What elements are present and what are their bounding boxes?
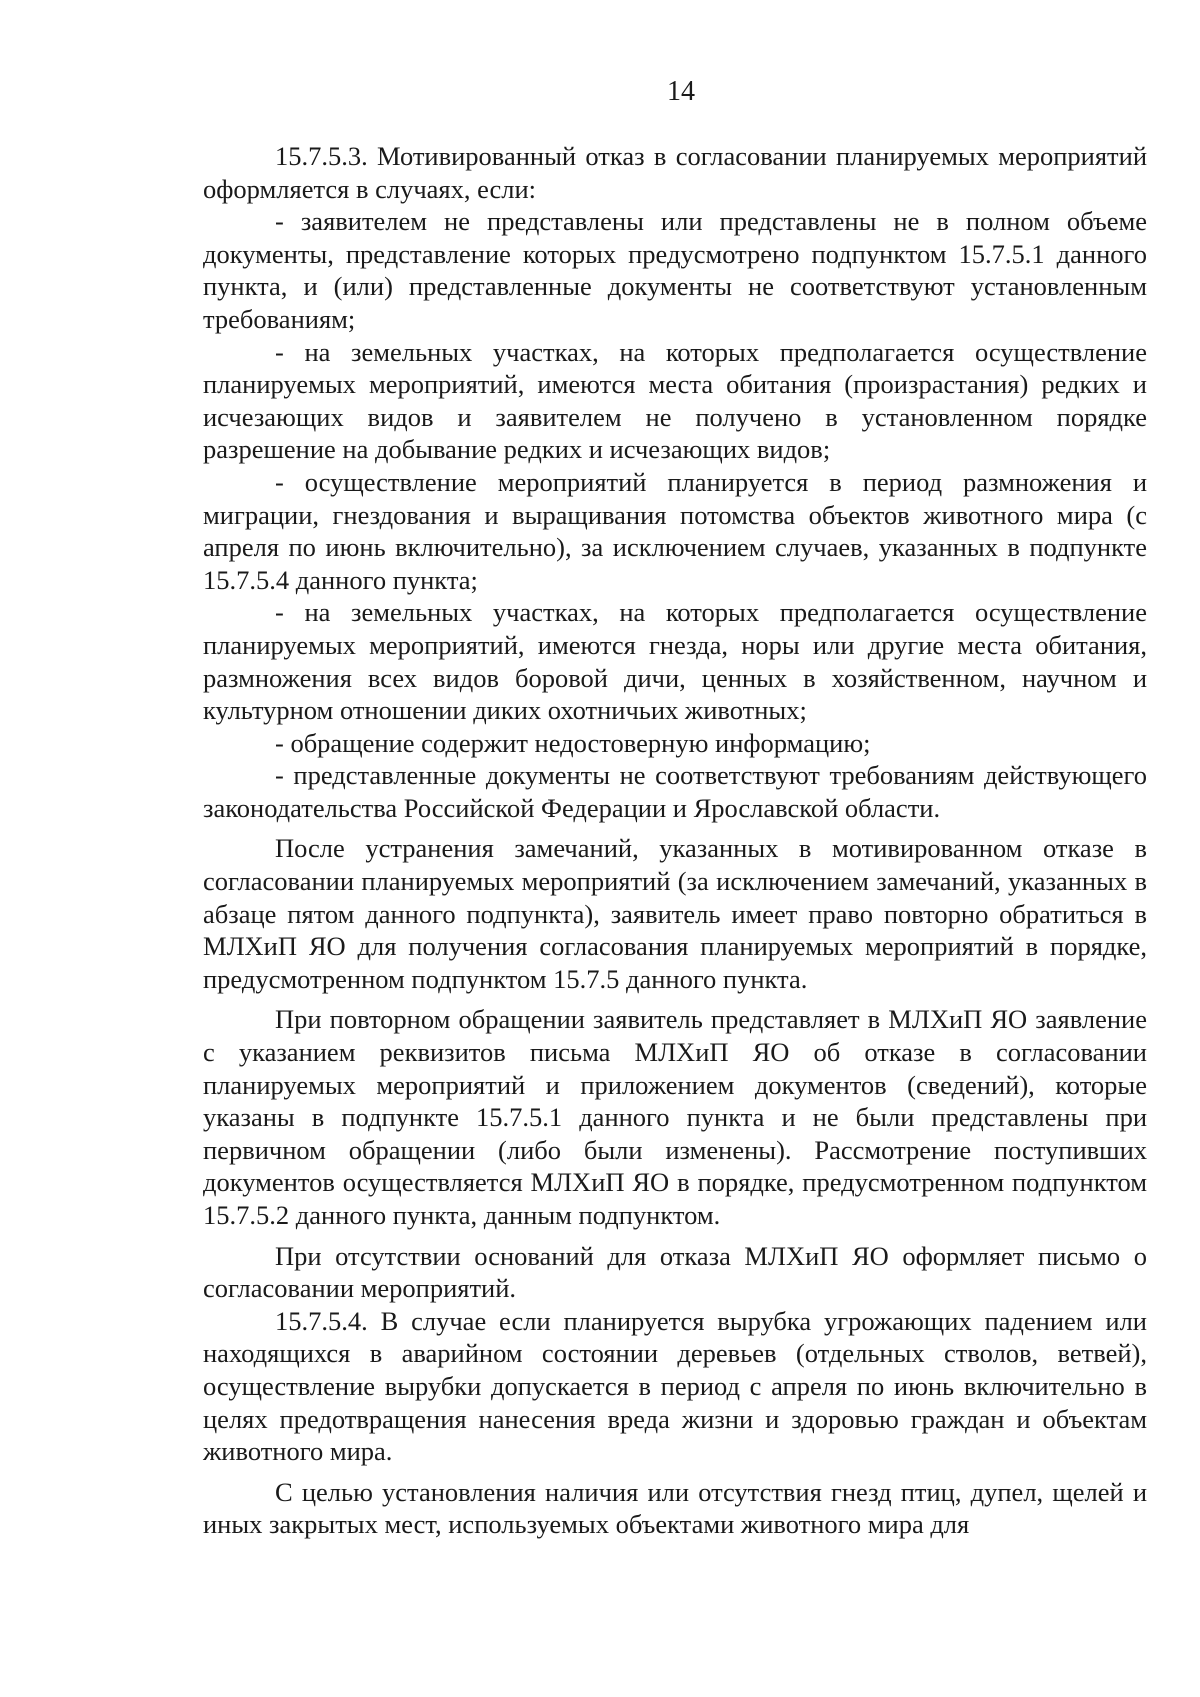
paragraph-15-7-5-4: 15.7.5.4. В случае если планируется вырубка угрожающих падением или находящихся в аварийном состоянии деревьев (отдельных стволов, ветвей), осуществление вырубки допускается в период с апреля по июнь включительно в целях предотвращения нанесения вреда жизни и здоровью граждан и объектам животного мира. (203, 1305, 1147, 1467)
list-item-game-habitat: - на земельных участках, на которых предполагается осуществление планируемых мероприятий, имеются гнезда, норы или другие места обитания, размножения всех видов боровой дичи, ценных в хозяйственном, научном и культурном отношении диких охотничьих животных; (203, 597, 1147, 726)
paragraph-nest-inspection: С целью установления наличия или отсутствия гнезд птиц, дупел, щелей и иных закрытых мест, используемых объектами животного мира для (203, 1476, 1147, 1540)
paragraph-repeat-application: При повторном обращении заявитель представляет в МЛХиП ЯО заявление с указанием реквизитов письма МЛХиП ЯО об отказе в согласовании планируемых мероприятий и приложением документов (сведений), которые указаны в подпункте 15.7.5.1 данного пункта и не были представлены при первичном обращении (либо были изменены). Рассмотрение поступивших документов осуществляется МЛХиП ЯО в порядке, предусмотренном подпунктом 15.7.5.2 данного пункта, данным подпунктом. (203, 1004, 1147, 1230)
document-body (203, 140, 1147, 1541)
paragraph-15-7-5-3-intro: 15.7.5.3. Мотивированный отказ в согласовании планируемых мероприятий оформляется в случаях, если: (203, 141, 1147, 204)
list-item-documents-not-provided: - заявителем не представлены или представлены не в полном объеме документы, представление которых предусмотрено подпунктом 15.7.5.1 данного пункта, и (или) представленные документы не соответствуют установленным требованиям; (203, 206, 1147, 334)
list-item-rare-species-habitat: - на земельных участках, на которых предполагается осуществление планируемых мероприятий, имеются места обитания (произрастания) редких и исчезающих видов и заявителем не получено в установленном порядке разрешение на добывание редких и исчезающих видов; (203, 336, 1147, 465)
list-item-breeding-period: - осуществление мероприятий планируется в период размножения и миграции, гнездования и выращивания потомства объектов животного мира (с апреля по июнь включительно), за исключением случаев, указанных в подпункте 15.7.5.4 данного пункта; (203, 466, 1147, 595)
list-item-false-information: - обращение содержит недостоверную информацию; (275, 727, 871, 758)
page-number: 14 (667, 76, 695, 107)
paragraph-approval-letter: При отсутствии оснований для отказа МЛХиП ЯО оформляет письмо о согласовании мероприятий. (203, 1240, 1147, 1304)
list-item-legal-noncompliance: - представленные документы не соответствуют требованиям действующего законодательства Российской Федерации и Ярославской области. (203, 760, 1147, 823)
paragraph-after-remarks: После устранения замечаний, указанных в мотивированном отказе в согласовании планируемых мероприятий (за исключением замечаний, указанных в абзаце пятом данного подпункта), заявитель имеет право повторно обратиться в МЛХиП ЯО для получения согласования планируемых мероприятий в порядке, предусмотренном подпунктом 15.7.5 данного пункта. (203, 833, 1147, 994)
